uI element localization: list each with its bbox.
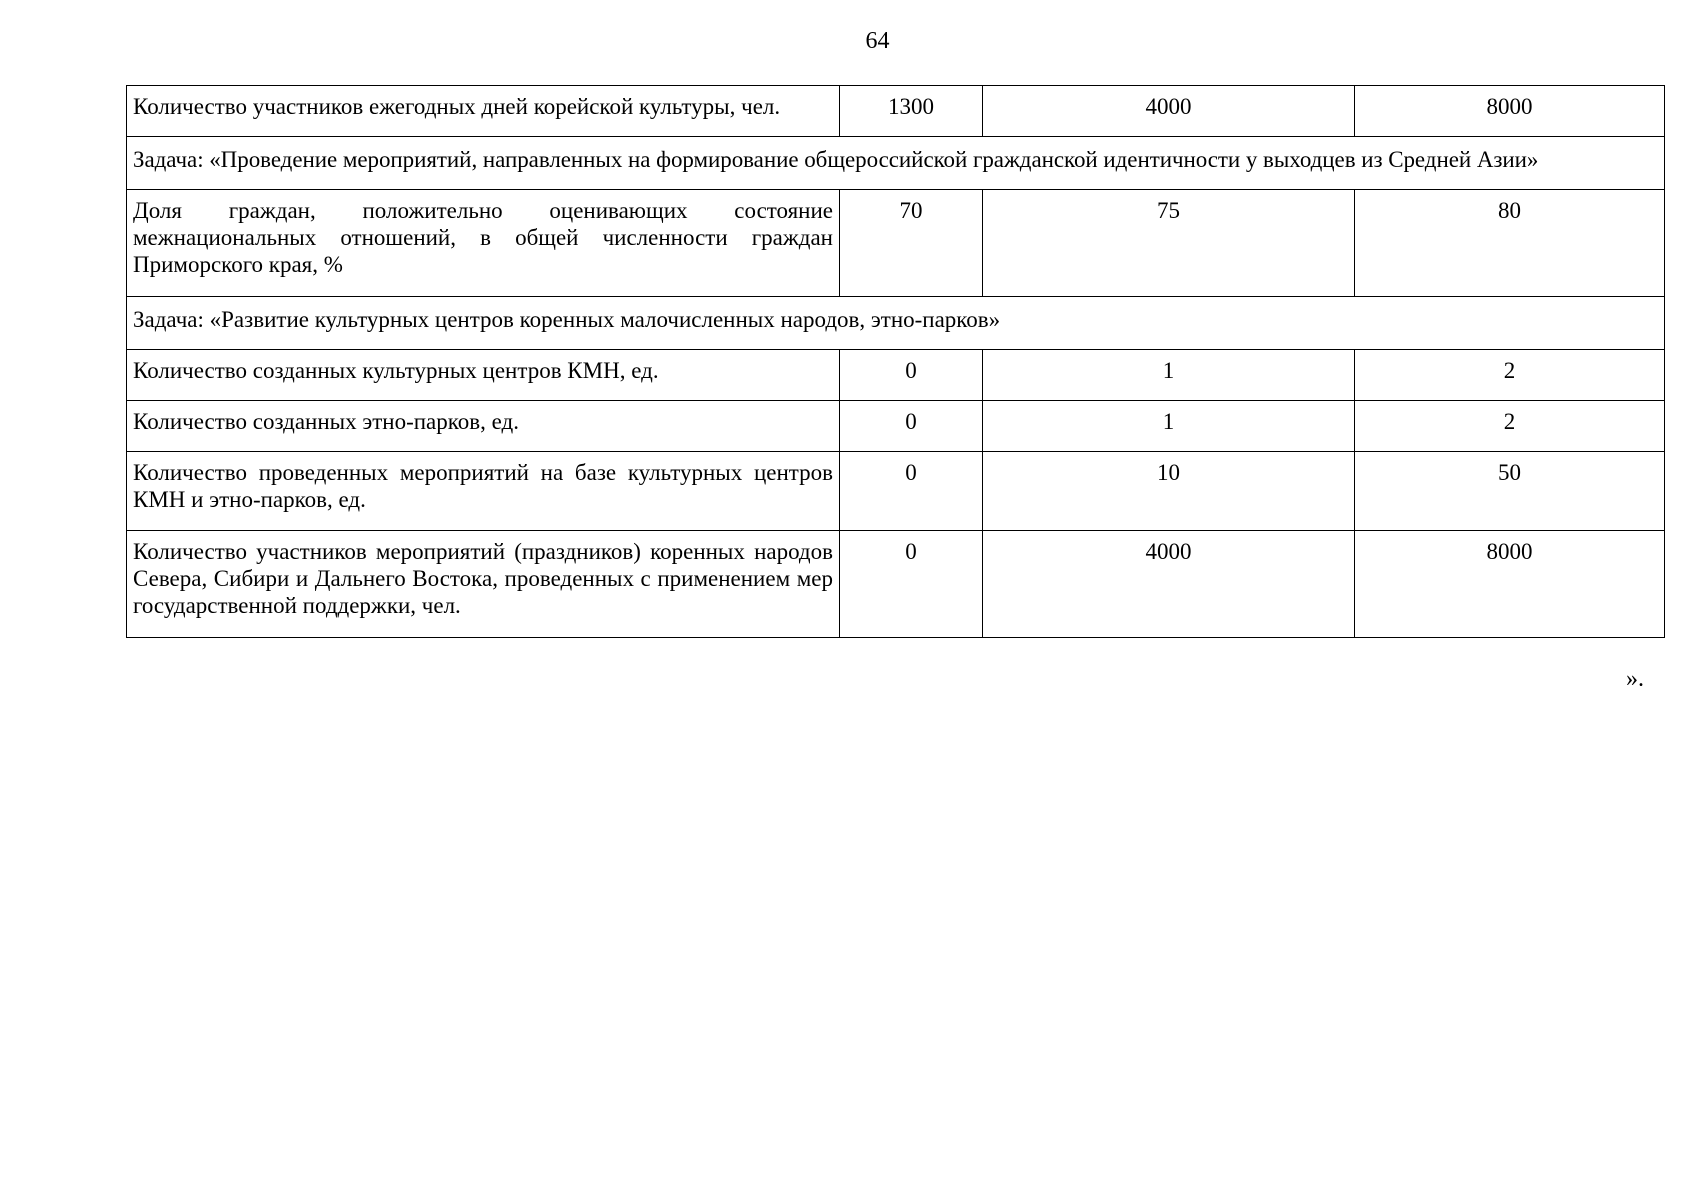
indicator-value-2: 4000 [983,531,1355,638]
table-row [127,350,1665,401]
task-row [127,297,1665,350]
table-row [127,452,1665,531]
indicator-name: Количество участников ежегодных дней корейской культуры, чел. [127,86,840,137]
table-row [127,190,1665,297]
indicator-value-3: 8000 [1355,531,1665,638]
indicator-value-1: 0 [840,350,983,401]
indicator-name: Количество созданных культурных центров КМН, ед. [127,350,840,401]
indicator-value-3: 50 [1355,452,1665,531]
indicators-table [126,85,1665,638]
task-row [127,137,1665,190]
indicator-value-3: 8000 [1355,86,1665,137]
task-heading: Задача: «Проведение мероприятий, направленных на формирование общероссийской гражданской идентичности у выходцев из Средней Азии» [127,137,1665,190]
indicator-value-1: 0 [840,531,983,638]
indicator-name: Количество созданных этно-парков, ед. [127,401,840,452]
task-heading: Задача: «Развитие культурных центров коренных малочисленных народов, этно-парков» [127,297,1665,350]
indicator-value-1: 0 [840,452,983,531]
page-number: 64 [865,28,890,54]
indicator-value-1: 1300 [840,86,983,137]
table-row [127,531,1665,638]
indicator-value-3: 2 [1355,350,1665,401]
indicator-value-2: 4000 [983,86,1355,137]
indicator-value-2: 10 [983,452,1355,531]
indicator-value-2: 1 [983,401,1355,452]
indicator-value-2: 75 [983,190,1355,297]
indicator-name: Количество участников мероприятий (праздников) коренных народов Севера, Сибири и Дальнего Востока, проведенных с применением мер государственной поддержки, чел. [127,531,840,638]
indicator-name: Количество проведенных мероприятий на базе культурных центров КМН и этно-парков, ед. [127,452,840,531]
indicator-value-1: 0 [840,401,983,452]
indicator-name: Доля граждан, положительно оценивающих состояние межнациональных отношений, в общей численности граждан Приморского края, % [127,190,840,297]
indicator-value-3: 2 [1355,401,1665,452]
indicator-value-3: 80 [1355,190,1665,297]
indicator-value-1: 70 [840,190,983,297]
table-row [127,86,1665,137]
table-row [127,401,1665,452]
indicator-value-2: 1 [983,350,1355,401]
closing-quote-mark: ». [1626,666,1644,692]
